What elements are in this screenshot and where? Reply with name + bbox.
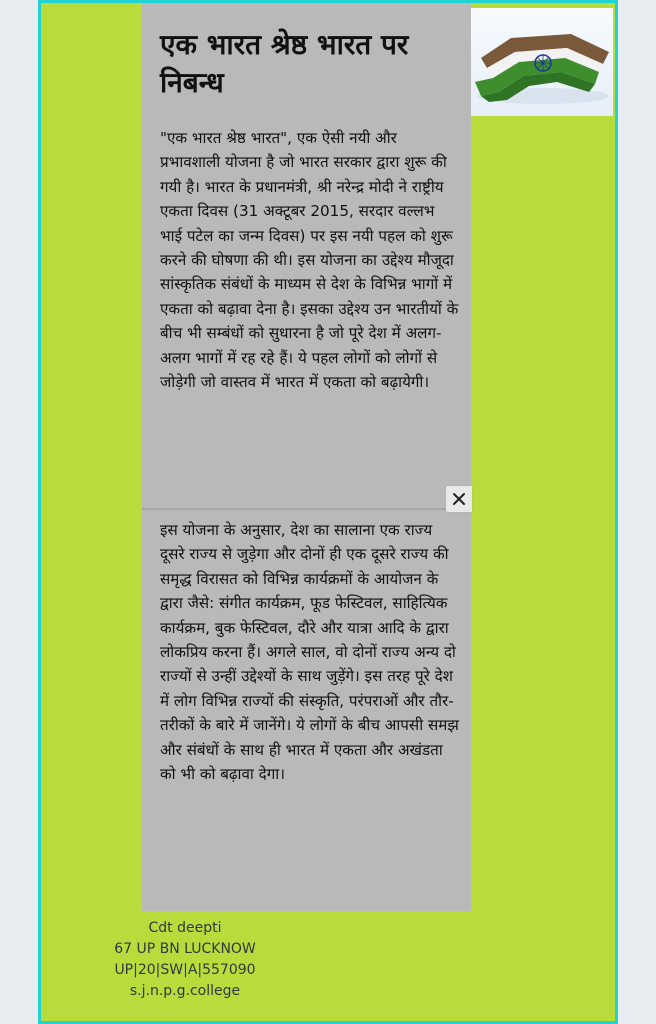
credit-college: s.j.n.p.g.college bbox=[129, 983, 241, 999]
credit-id: UP|20|SW|A|557090 bbox=[114, 962, 256, 978]
credit-unit: 67 UP BN LUCKNOW bbox=[114, 941, 256, 957]
ad-divider bbox=[142, 508, 471, 510]
article-title: एक भारत श्रेष्ठ भारत पर निबन्ध bbox=[160, 28, 409, 99]
article-paragraph-1: "एक भारत श्रेष्ठ भारत", एक ऐसी नयी और प्रभावशाली योजना है जो भारत सरकार द्वारा शुरू की गयी है। भारत के प्रधानमंत्री, श्री नरेन्द्र मोदी ने राष्ट्रीय एकता दिवस (31 अक्टूबर 2015, सरदार वल्लभ भाई पटेल का जन्म दिवस) पर इस नयी पहल को शुरू करने की घोषणा की थी। इस योजना का उद्देश्य मौजूदा सांस्कृतिक संबंधों के माध्यम से देश के विभिन्न भागों में एकता को बढ़ावा देना है। इसका उद्देश्य उन भारतीयों के बीच भी सम्बंधों को सुधारना है जो पूरे देश में अलग-अलग भागों में रह रहे हैं। ये पहल लोगों को लोगों से जोड़ेगी जो वास्तव में भारत में एकता को बढ़ायेगी। bbox=[160, 129, 459, 392]
flag-illustration bbox=[471, 8, 613, 116]
credit-name: Cdt deepti bbox=[148, 920, 222, 936]
india-flag-map-image bbox=[471, 8, 613, 116]
close-icon bbox=[452, 492, 466, 506]
article-paragraph-2: इस योजना के अनुसार, देश का सालाना एक राज्य दूसरे राज्य से जुड़ेगा और दोनों ही एक दूसरे राज्य की समृद्ध विरासत को विभिन्न कार्यक्रमों के आयोजन के द्वारा जैसे: संगीत कार्यक्रम, फूड फेस्टिवल, साहित्यिक कार्यक्रम, बुक फेस्टिवल, दौरे और यात्रा आदि के द्वारा लोकप्रिय करना हैं। अगले साल, वो दोनों राज्य अन्य दो राज्यों से उन्हीं उद्देश्यों के साथ जुड़ेंगे। इस तरह पूरे देश में लोग विभिन्न राज्यों की संस्कृति, परंपराओं और तौर-तरीकों के बारे में जानेंगे। ये लोगों के बीच आपसी समझ और संबंधों के साथ ही भारत में एकता और अखंडता को भी को बढ़ावा देगा। bbox=[160, 521, 459, 784]
author-credits bbox=[80, 918, 290, 1002]
close-button[interactable] bbox=[446, 486, 472, 512]
